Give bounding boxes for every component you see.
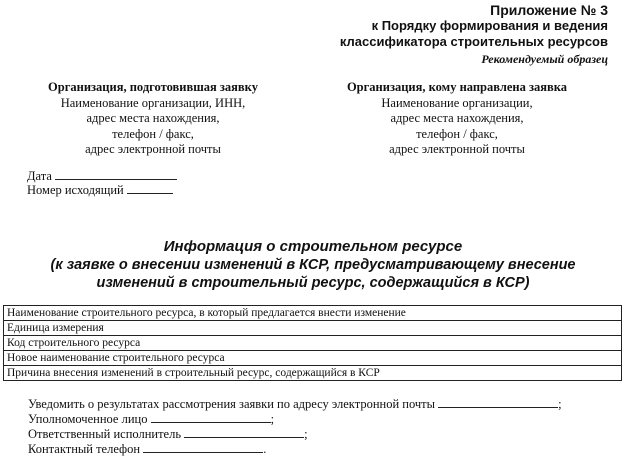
table-cell[interactable]: Новое наименование строительного ресурса: [4, 351, 622, 366]
appendix-line-3: классификатора строительных ресурсов: [339, 34, 608, 49]
form-title: [0, 238, 626, 292]
table-cell[interactable]: Причина внесения изменений в строительный ресурс, содержащийся в КСР: [4, 366, 622, 381]
title-line-1: Информация о строительном ресурсе: [163, 238, 463, 255]
sample-label: Рекомендуемый образец: [481, 52, 608, 66]
table-row: [4, 306, 622, 321]
responsible-field[interactable]: [184, 425, 304, 438]
appendix-line-2: к Порядку формирования и ведения: [371, 18, 608, 33]
authorized-label: Уполномоченное лицо: [28, 412, 148, 426]
outgoing-row: [27, 181, 173, 198]
authorized-field[interactable]: [151, 410, 271, 423]
resource-table: [3, 305, 622, 381]
org-left-line: телефон / факс,: [112, 126, 194, 141]
authorized-end: ;: [270, 412, 275, 426]
table-row: [4, 321, 622, 336]
table-cell[interactable]: Код строительного ресурса: [4, 336, 622, 351]
org-left-line: адрес электронной почты: [85, 142, 221, 156]
org-right-block: [322, 80, 592, 158]
org-left-block: [18, 80, 288, 158]
table-row: [4, 351, 622, 366]
notify-label: Уведомить о результатах рассмотрения заявки по адресу электронной почты: [28, 397, 436, 411]
appendix-number: Приложение № 3: [490, 2, 608, 18]
responsible-label: Ответственный исполнитель: [28, 427, 182, 441]
notify-email-field[interactable]: [438, 395, 558, 408]
outgoing-number-field[interactable]: [127, 181, 173, 194]
table-row: [4, 366, 622, 381]
table-cell[interactable]: Единица измерения: [4, 321, 622, 336]
org-right-line: адрес электронной почты: [389, 142, 525, 156]
org-right-line: Наименование организации,: [381, 95, 533, 110]
responsible-end: ;: [304, 427, 308, 441]
title-line-2: (к заявке о внесении изменений в КСР, предусматривающему внесение: [50, 257, 576, 273]
org-left-line: Наименование организации, ИНН,: [60, 95, 246, 110]
notify-end: ;: [558, 397, 562, 411]
outgoing-label: Номер исходящий: [27, 183, 124, 197]
date-label: Дата: [27, 169, 52, 183]
org-right-line: телефон / факс,: [416, 126, 498, 141]
table-cell[interactable]: Наименование строительного ресурса, в который предлагается внести изменение: [4, 306, 622, 321]
phone-field[interactable]: [143, 440, 263, 453]
phone-end: .: [263, 442, 267, 456]
date-field[interactable]: [55, 167, 177, 180]
org-left-line: адрес места нахождения,: [86, 111, 220, 125]
org-right-heading: Организация, кому направлена заявка: [346, 80, 568, 94]
org-right-line: адрес места нахождения,: [390, 111, 524, 125]
title-line-3: изменений в строительный ресурс, содержащийся в КСР): [96, 275, 530, 291]
table-row: [4, 336, 622, 351]
phone-label: Контактный телефон: [28, 442, 141, 456]
org-left-heading: Организация, подготовившая заявку: [48, 80, 258, 94]
phone-row: [28, 440, 266, 457]
